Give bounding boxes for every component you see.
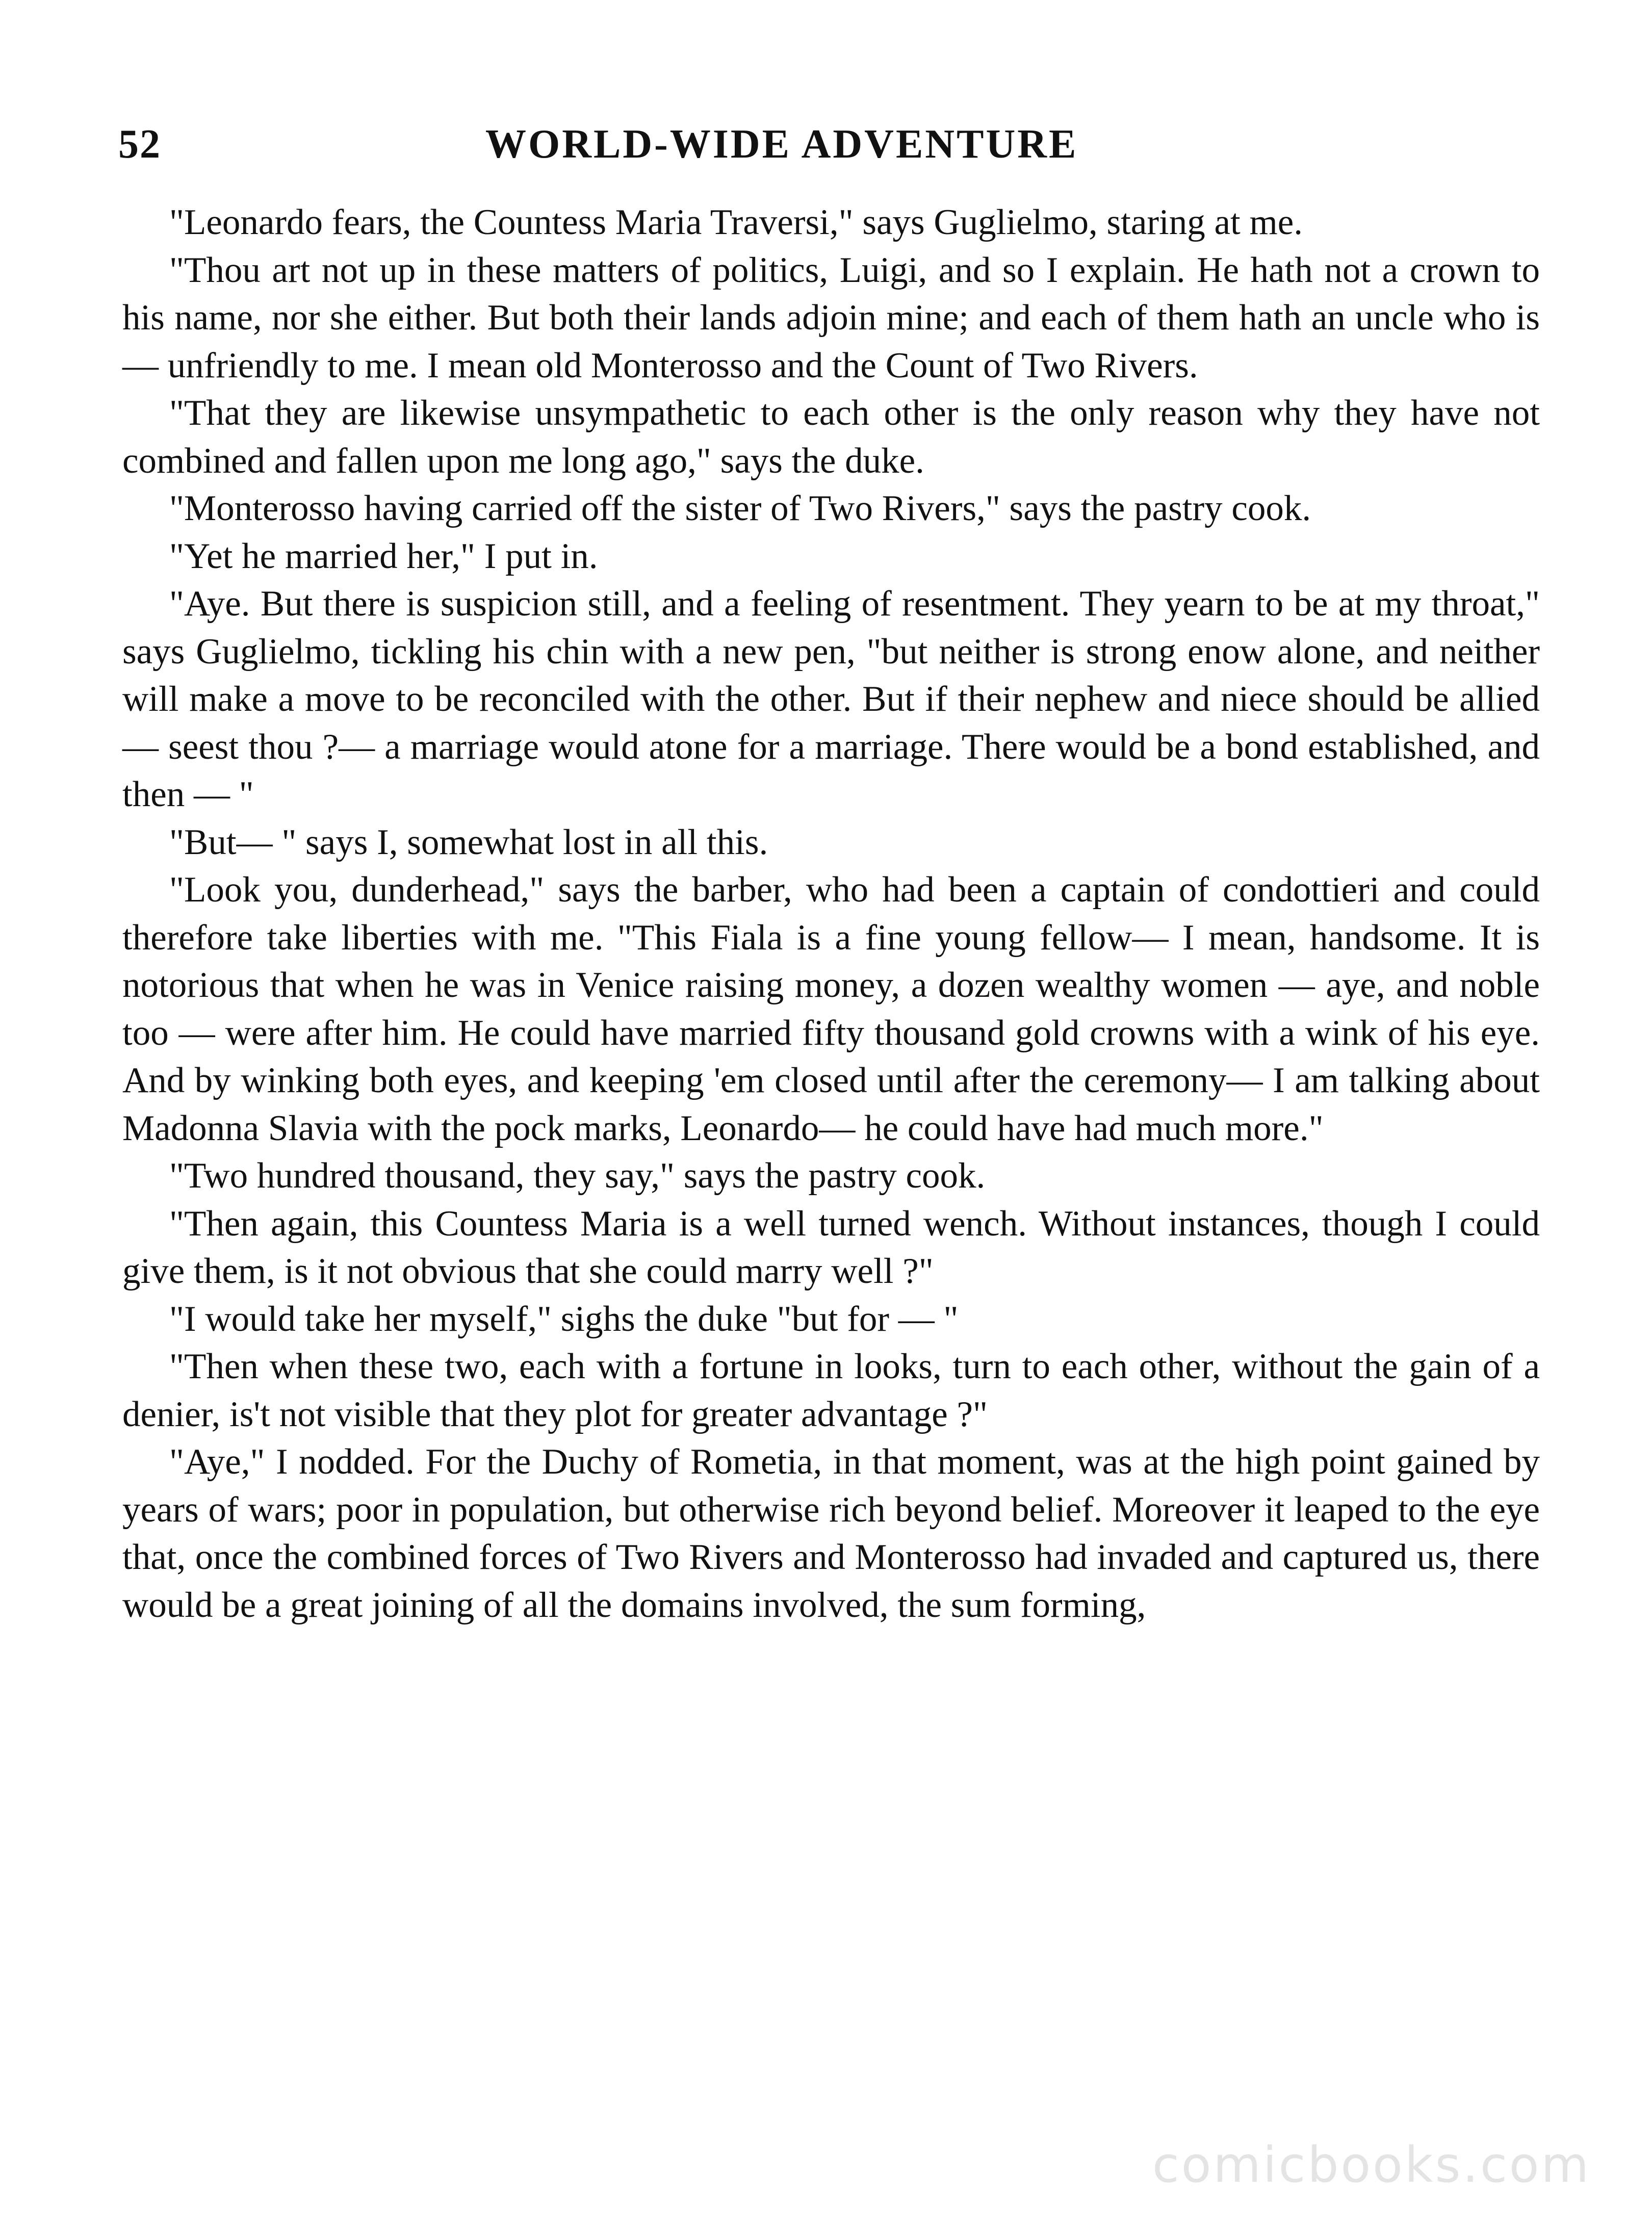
paragraph: "Then when these two, each with a fortune in looks, turn to each other, without the gain of a denier, is't not visible that they plot for greater advantage ?" (122, 1347, 1540, 1434)
page-header (118, 121, 1179, 183)
paragraph: "Aye," I nodded. For the Duchy of Rometia, in that moment, was at the high point gained by years of wars; poor in population, but otherwise rich beyond belief. Moreover it leaped to the eye that, once the combined forces of Two Rivers and Monterosso had invaded and captured us, there would be a great joining of all the domains involved, the sum forming, (122, 1442, 1540, 1625)
paragraph: "I would take her myself," sighs the duke "but for — " (169, 1299, 959, 1339)
body-text (122, 199, 1540, 1629)
paragraph: "That they are likewise unsympathetic to each other is the only reason why they have not combined and fallen upon me long ago," says the duke. (122, 393, 1540, 481)
paragraph: "Aye. But there is suspicion still, and a feeling of resentment. They yearn to be at my throat," says Guglielmo, tickling his chin with a new pen, "but neither is strong enow alone, and neither will make a move to be reconciled with the other. But if their nephew and niece should be allied— seest thou ?— a marriage would atone for a marriage. There would be a bond established, and then — " (122, 584, 1540, 814)
paragraph: "Leonardo fears, the Countess Maria Traversi," says Guglielmo, staring at me. (169, 202, 1303, 242)
paragraph: "Look you, dunderhead," says the barber, who had been a captain of condottieri and could therefore take liberties with me. "This Fiala is a fine young fellow— I mean, handsome. It is notorious that when he was in Venice raising money, a dozen wealthy women — aye, and noble too — were after him. He could have married fifty thousand gold crowns with a wink of his eye. And by winking both eyes, and keeping 'em closed until after the ceremony— I am talking about Madonna Slavia with the pock marks, Leonardo— he could have had much more." (122, 870, 1540, 1148)
paragraph: "But— " says I, somewhat lost in all this. (169, 822, 768, 862)
running-title: WORLD-WIDE ADVENTURE (485, 122, 1078, 167)
paragraph: "Thou art not up in these matters of politics, Luigi, and so I explain. He hath not a crown to his name, nor she either. But both their lands adjoin mine; and each of them hath an uncle who is— unfriendly to me. I mean old Monterosso and the Count of Two Rivers. (122, 250, 1540, 385)
watermark: comicbooks.com (1152, 2136, 1591, 2194)
paragraph: "Yet he married her," I put in. (169, 536, 598, 576)
paragraph: "Monterosso having carried off the sister of Two Rivers," says the pastry cook. (169, 488, 1311, 528)
page-number: 52 (118, 122, 161, 167)
paragraph: "Then again, this Countess Maria is a well turned wench. Without instances, though I could give them, is it not obvious that she could marry well ?" (122, 1203, 1540, 1291)
paragraph: "Two hundred thousand, they say," says the pastry cook. (169, 1156, 986, 1196)
